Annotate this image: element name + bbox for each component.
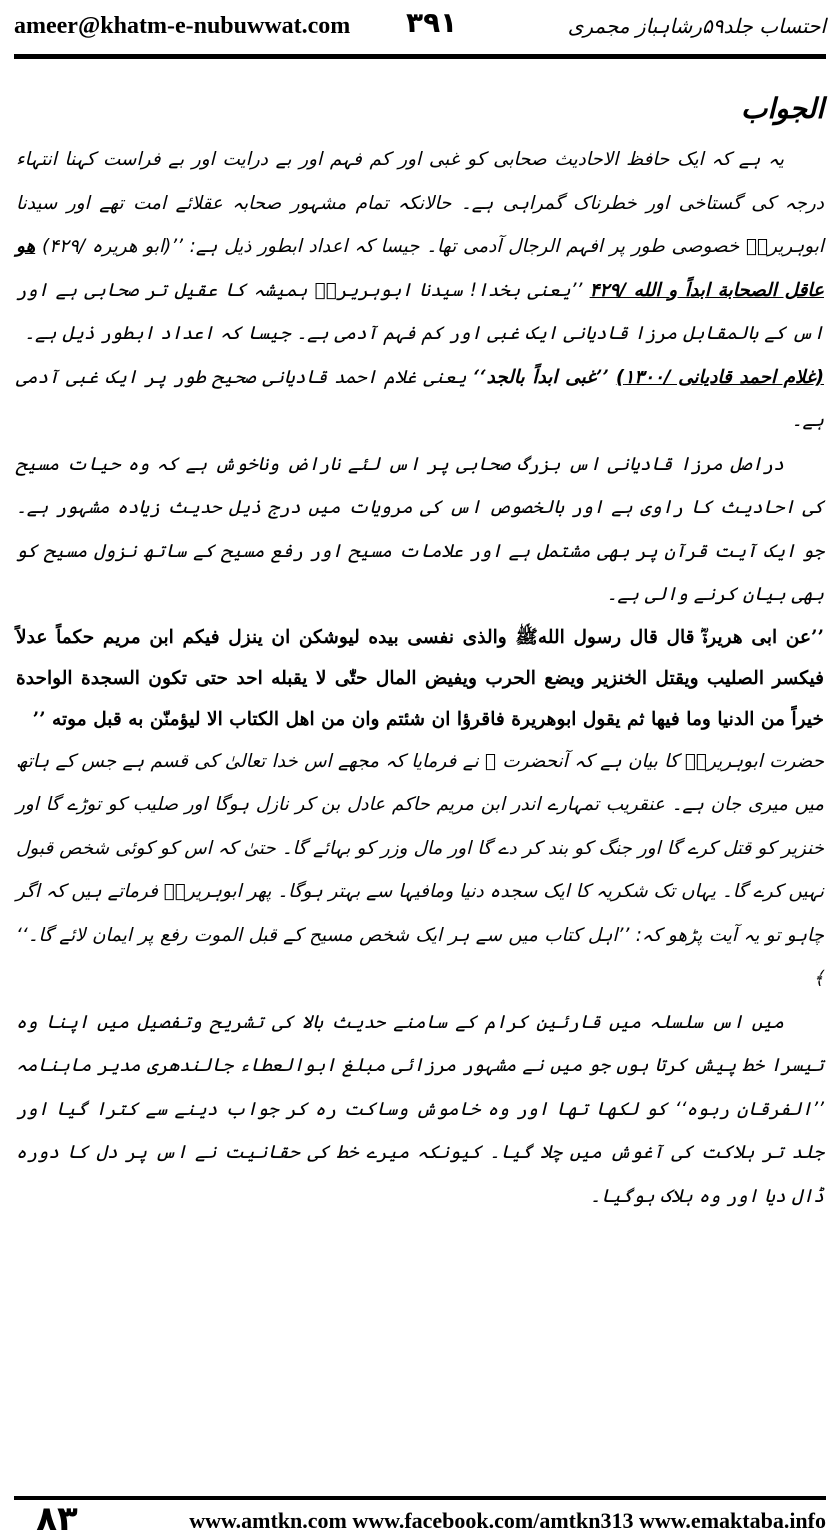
abu-huraira-line: ھو عاقل الصحابة ابداً و الله /۴۲۹ bbox=[16, 236, 824, 301]
quote-end: قبل موته ’’ bbox=[32, 708, 122, 730]
close-mark: ﴾ bbox=[813, 968, 824, 989]
paragraph-4: دراصل مرزا قادیانی اس بزرگ صحابی پر اس لئے ناراض وناخوش ہے کہ وہ حیات مسیح کی احادیث کا راوی ہے اور بالخصوص اس کی مرویات میں درج ذیل حدیث زیادہ مشہور ہے۔ جو ایک آیت قرآن پر بھی مشتمل ہے اور علامات مسیح اور رفع مسیح کے ساتھ نزول مسیح کو بھی بیان کرنے والی ہے۔ bbox=[16, 453, 824, 605]
paragraph-2-text: اس کے بالمقابل مرزا قادیانی ایک غبی اور کم فہم آدمی ہے۔ جیسا کہ اعداد ابطور ذیل ہے۔ bbox=[24, 323, 824, 344]
footer-page-number: ۸۳ bbox=[36, 1499, 78, 1539]
paragraph-3-text: ایک غبی آدمی ہے۔ bbox=[16, 366, 824, 431]
ghulam-ref: (غلام احمد قادیانی /۱۳۰۰) bbox=[615, 366, 824, 388]
header-page-number: ۳۹۱ bbox=[406, 6, 458, 39]
page-body bbox=[16, 86, 824, 1218]
section-heading: الجواب bbox=[741, 92, 824, 125]
paragraph-1 bbox=[16, 138, 824, 356]
header-book-title: احتساب جلد۵۹رشاہباز مجمری bbox=[567, 14, 826, 38]
footer-links[interactable]: www.amtkn.com www.facebook.com/amtkn313 www.emaktaba.info bbox=[189, 1508, 826, 1533]
hadith-arabic-text: ’’عن ابی هریرةؓ قال قال رسول اللهﷺ والذی نفسی بیده لیوشکن ان ینزل فیکم ابن مریم حکماً عدلاً فیکسر الصلیب ویقتل الخنزیر ویضع الحرب ویفیض المال حتّٰی لا یقبله احد حتی تکون السجدة الواحدة خیراً من الدنیا وما فیها ثم یقول ابوهریرة فاقرؤا ان شئتم وان من اهل الکتاب الا لیؤمنّن به bbox=[16, 626, 824, 730]
paragraph-6: میں اس سلسلہ میں قارئین کرام کے سامنے حدیث بالا کی تشریح وتفصیل میں اپنا وہ تیسرا خط پیش کرتا ہوں جو میں نے مشہور مرزائی مبلغ ابوالعطاء جالندھری مدیر ماہنامہ ’’الفرقان ربوہ‘‘ کو لکھا تھا اور وہ خاموش وساکت رہ کر جواب دینے سے کترا گیا اور جلد تر ہلاکت کی آغوش میں چلا گیا۔ کیونکہ میرے خط کی حقانیت نے اس پر دل کا دورہ ڈال دیا اور وہ ہلاک ہوگیا۔ bbox=[16, 1011, 824, 1207]
footer-rule bbox=[14, 1496, 826, 1500]
ghulam-line bbox=[16, 356, 824, 443]
page-header bbox=[14, 6, 826, 46]
header-rule bbox=[14, 54, 826, 59]
ghulam-tail: یعنی غلام احمد قادیانی صحیح طور پر bbox=[144, 366, 467, 388]
ghulam-arabic: ’’غبی ابداً بالجد‘‘ bbox=[473, 366, 609, 388]
header-email: ameer@khatm-e-nubuwwat.com bbox=[14, 12, 351, 39]
paragraph-5-text: حضرت ابوہریرہؓ کا بیان ہے کہ آنحضرت ﷺ نے فرمایا کہ مجھے اس خدا تعالیٰ کی قسم ہے جس کے ہاتھ میں میری جان ہے۔ عنقریب تمہارے اندر ابن مریم حاکم عادل بن کر نازل ہوگا اور صلیب کو توڑے گا اور خنزیر کو قتل کرے گا اور جنگ کو بند کر دے گا اور مال وزر کو بہائے گا۔ حتیٰ کہ اس کو کوئی شخص قبول نہیں کرے گا۔ یہاں تک شکریہ کا ایک سجدہ دنیا ومافیہا سے بہتر ہوگا۔ پھر ابوہریرہؓ فرماتے ہیں کہ اگر چاہو تو یہ آیت پڑھو کہ: ’’اہل کتاب میں سے ہر ایک شخص مسیح کے قبل الموت رفع پر ایمان لائے گا۔‘‘ bbox=[16, 750, 824, 946]
hadith-arabic bbox=[16, 617, 824, 740]
hadith-translation bbox=[16, 740, 824, 1001]
paragraph-1-text: یہ ہے کہ ایک حافظ الاحادیث صحابی کو غبی اور کم فہم اور بے درایت اور بے فراست کہنا انتہاء درجہ کی گستاخی اور خطرناک گمراہی ہے۔ حالانکہ تمام مشہور صحابہ عقلائے امت تھے اور سیدنا ابوہریرہؓ خصوصی طور پر افہم الرجال آدمی تھا۔ جیسا کہ اعداد ابطور ذیل ہے: ’’(ابو ھریرہ /۴۲۹) bbox=[16, 149, 824, 257]
abu-huraira-tail: ’’یعنی بخدا! سیدنا ابوہریرہؓ ہمیشہ کا عقیل تر صحابی ہے اور bbox=[16, 279, 583, 301]
